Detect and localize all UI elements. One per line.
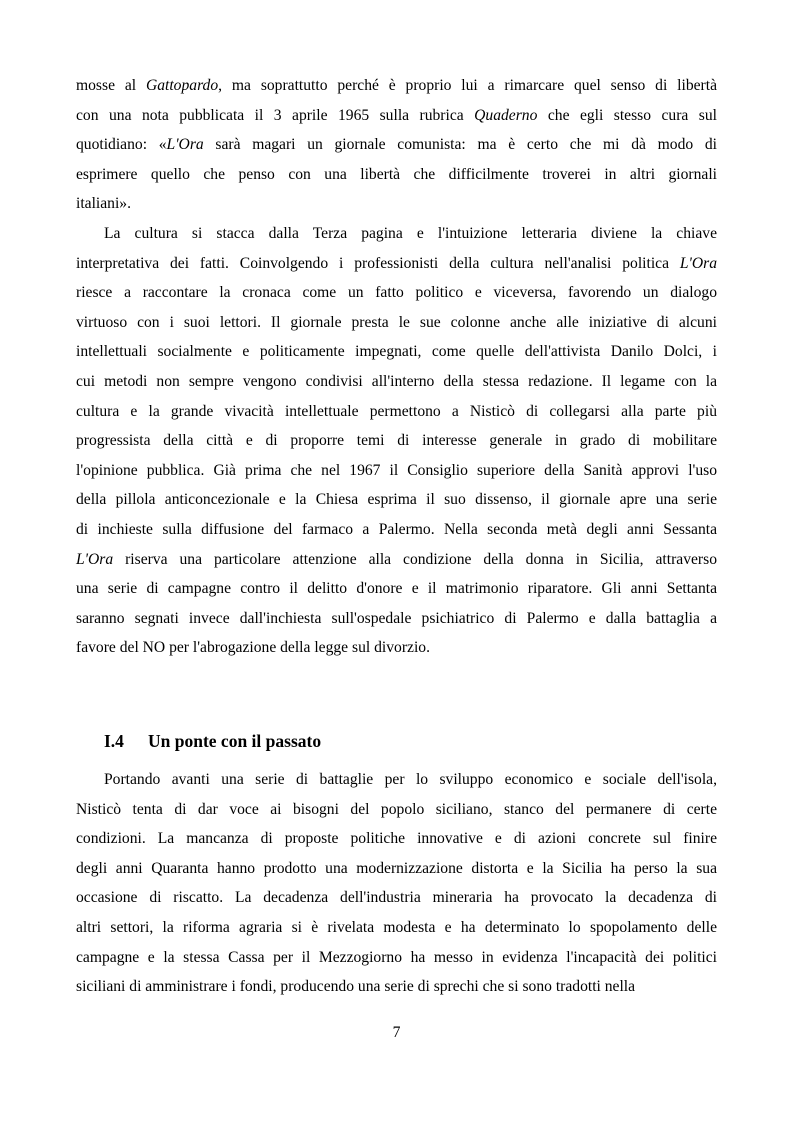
text-run: riesce a raccontare la cronaca come un fatto politico e viceversa, favorendo un dialogo: [76, 284, 717, 302]
text-line: [76, 795, 717, 825]
text-line: [76, 574, 717, 604]
text-line: [76, 189, 717, 219]
section-title: Un ponte con il passato: [148, 731, 322, 751]
text-line: [76, 426, 717, 456]
text-run: Portando avanti una serie di battaglie per lo sviluppo economico e sociale dell'isola,: [104, 771, 717, 788]
text-line: [76, 485, 717, 515]
text-line: [76, 337, 717, 367]
text-line: [76, 515, 717, 545]
text-line: [76, 943, 717, 973]
text-run: quotidiano: «: [76, 136, 167, 154]
text-line: [76, 972, 717, 1002]
italic-text: L'Ora: [679, 254, 717, 272]
text-run: mosse al: [76, 77, 146, 94]
text-run: con una nota pubblicata il 3 aprile 1965 sulla rubrica: [76, 106, 475, 124]
text-run: La cultura si stacca dalla Terza pagina e l'intuizione letteraria diviene la chiave: [104, 224, 717, 242]
text-run: Nisticò tenta di dar voce ai bisogni del popolo siciliano, stanco del permanere di certe: [76, 800, 717, 818]
text-run: che egli stesso cura sul: [537, 106, 717, 124]
text-run: virtuoso con i suoi lettori. Il giornale presta le sue colonne anche alle iniziative di alcuni: [76, 313, 717, 331]
paragraph: [76, 71, 717, 219]
text-line: [76, 367, 717, 397]
page-number: 7: [392, 1024, 401, 1041]
text-run: della pillola anticoncezionale e la Chiesa esprima il suo dissenso, il giornale apre una serie: [76, 491, 717, 509]
italic-text: L'Ora: [76, 550, 114, 568]
paragraph: [76, 765, 717, 1002]
text-line: [76, 160, 717, 190]
text-run: campagne e la stessa Cassa per il Mezzogiorno ha messo in evidenza l'incapacità dei politici: [76, 948, 717, 966]
text-run: saranno segnati invece dall'inchiesta sull'ospedale psichiatrico di Palermo e dalla battaglia a: [76, 609, 717, 627]
text-line: [76, 278, 717, 308]
text-line: [76, 883, 717, 913]
text-run: l'opinione pubblica. Già prima che nel 1967 il Consiglio superiore della Sanità approvi l'uso: [76, 461, 717, 479]
text-line: [76, 854, 717, 884]
text-run: favore del NO per l'abrogazione della legge sul divorzio.: [76, 639, 430, 657]
text-line: [76, 913, 717, 943]
italic-text: Gattopardo: [145, 77, 219, 94]
text-run: cultura e la grande vivacità intellettuale permettono a Nisticò di collegarsi alla parte più: [76, 402, 717, 420]
body-text-top: [76, 71, 717, 663]
text-line: [76, 249, 717, 279]
text-line: [76, 130, 717, 160]
text-run: siciliani di amministrare i fondi, producendo una serie di sprechi che si sono tradotti nella: [76, 978, 636, 996]
body-text-section: [76, 765, 717, 1002]
text-line: [76, 397, 717, 427]
section-heading: [104, 727, 321, 756]
text-run: una serie di campagne contro il delitto d'onore e il matrimonio riparatore. Gli anni Settanta: [76, 580, 717, 598]
text-run: italiani».: [76, 195, 131, 213]
text-run: degli anni Quaranta hanno prodotto una modernizzazione distorta e la Sicilia ha perso la sua: [76, 859, 717, 877]
text-run: , ma soprattutto perché è proprio lui a rimarcare quel senso di libertà: [218, 77, 717, 94]
text-run: sarà magari un giornale comunista: ma è certo che mi dà modo di: [203, 136, 718, 154]
text-run: progressista della città e di proporre temi di interesse generale in grado di mobilitare: [76, 432, 717, 450]
italic-text: Quaderno: [474, 106, 538, 124]
text-run: occasione di riscatto. La decadenza dell'industria mineraria ha provocato la decadenza di: [76, 889, 717, 907]
text-line: [76, 824, 717, 854]
text-run: intellettuali socialmente e politicamente impegnati, come quelle dell'attivista Danilo Dolci, i: [76, 343, 717, 361]
text-line: [76, 308, 717, 338]
section-number: I.4: [104, 731, 124, 751]
text-line: [76, 545, 717, 575]
text-run: esprimere quello che penso con una libertà che difficilmente troverei in altri giornali: [76, 165, 717, 183]
text-line: [76, 101, 717, 131]
text-run: riserva una particolare attenzione alla condizione della donna in Sicilia, attraverso: [113, 550, 717, 568]
text-run: altri settori, la riforma agraria si è rivelata modesta e ha determinato lo spopolamento delle: [76, 918, 717, 936]
text-line: [76, 71, 717, 101]
text-run: cui metodi non sempre vengono condivisi all'interno della stessa redazione. Il legame con la: [76, 372, 717, 390]
text-run: di inchieste sulla diffusione del farmaco a Palermo. Nella seconda metà degli anni Sessanta: [76, 520, 717, 538]
text-run: interpretativa dei fatti. Coinvolgendo i professionisti della cultura nell'analisi politica: [76, 254, 680, 272]
text-line: [76, 604, 717, 634]
paragraph: [76, 219, 717, 663]
text-line: [76, 765, 717, 795]
text-line: [76, 456, 717, 486]
italic-text: L'Ora: [166, 136, 204, 154]
text-run: condizioni. La mancanza di proposte politiche innovative e di azioni concrete sul finire: [76, 830, 717, 848]
text-line: [76, 633, 717, 663]
text-line: [76, 219, 717, 249]
